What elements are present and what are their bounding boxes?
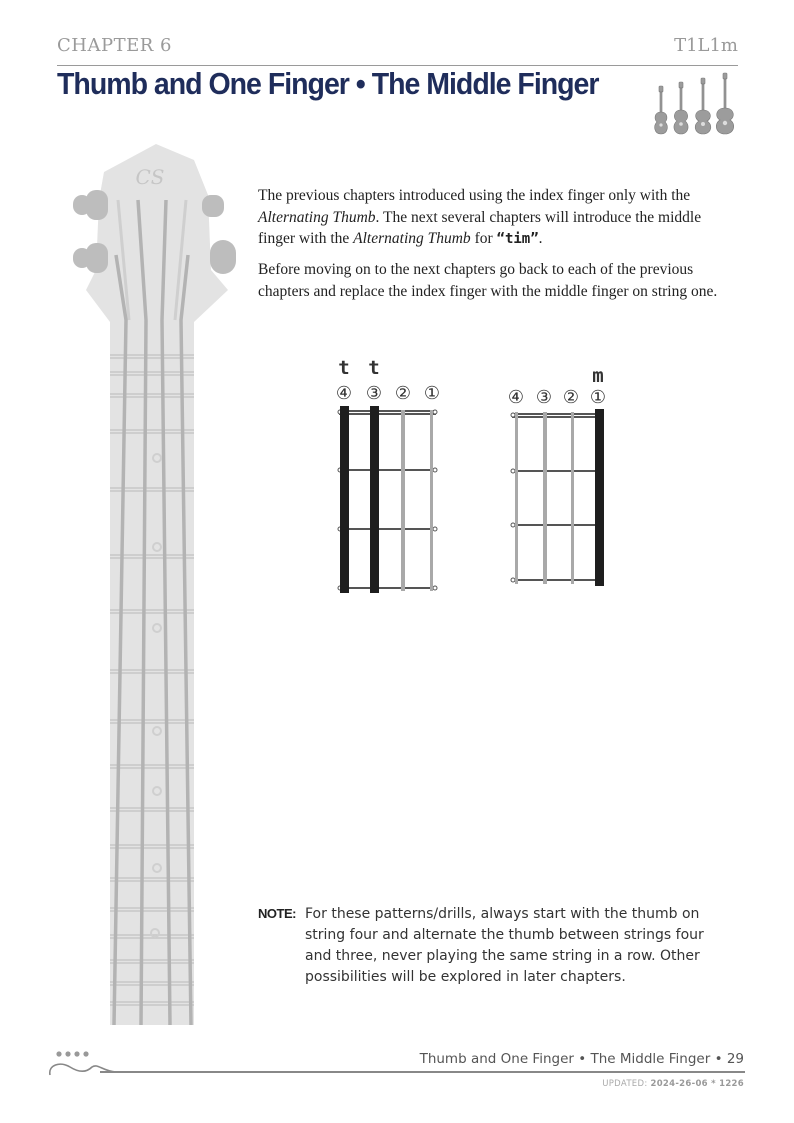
footer-page-title: Thumb and One Finger • The Middle Finger • 29	[419, 1051, 744, 1067]
string-number: ③	[365, 383, 383, 404]
intro-paragraph-2: Before moving on to the next chapters go back to each of the previous chapters and replace the index finger with the middle finger on string one.	[258, 261, 718, 300]
fret-lines	[512, 414, 604, 580]
page-title: Thumb and One Finger • The Middle Finger	[57, 66, 599, 101]
string-number: ④	[507, 387, 525, 408]
tuner-peg-icon	[210, 240, 236, 274]
headstock-logo: CS	[135, 165, 165, 189]
fret-lines	[339, 411, 436, 588]
finger-label: t	[368, 357, 380, 379]
intro-paragraph-1: The previous chapters introduced using the index finger only with the Alternating Thumb. The next several chapters will introduce the middle finger with the Alternating Thumb for “tim”.	[258, 187, 702, 247]
string-number: ③	[535, 387, 553, 408]
finger-label: m	[592, 365, 604, 387]
string-number: ①	[589, 387, 607, 408]
string-number: ②	[394, 383, 412, 404]
fretboard-diagram-middle-finger	[500, 362, 625, 592]
tuner-peg-icon	[202, 195, 224, 217]
diagram-strings	[340, 406, 433, 593]
updated-stamp: UPDATED: 2024-26-06 * 1226	[602, 1079, 744, 1089]
string-number: ④	[335, 383, 353, 404]
ukuleles-icon	[650, 72, 740, 138]
finger-label: t	[338, 357, 350, 379]
fretboard-diagram-thumb	[325, 352, 455, 602]
ukulele-neck-illustration	[66, 140, 246, 1030]
footer-ornament-icon	[46, 1047, 116, 1077]
chapter-label: CHAPTER 6	[57, 35, 172, 56]
note-label: NOTE:	[258, 906, 296, 921]
string-number: ②	[562, 387, 580, 408]
note-text: For these patterns/drills, always start with the thumb on string four and alternate the thumb between strings four and three, never playing the same string in a row. Other possibilities will be explored in later chapters.	[305, 906, 704, 985]
footer-rule	[100, 1071, 745, 1073]
diagram-strings	[515, 409, 604, 586]
lesson-code: T1L1m	[674, 35, 738, 56]
string-number: ①	[423, 383, 441, 404]
